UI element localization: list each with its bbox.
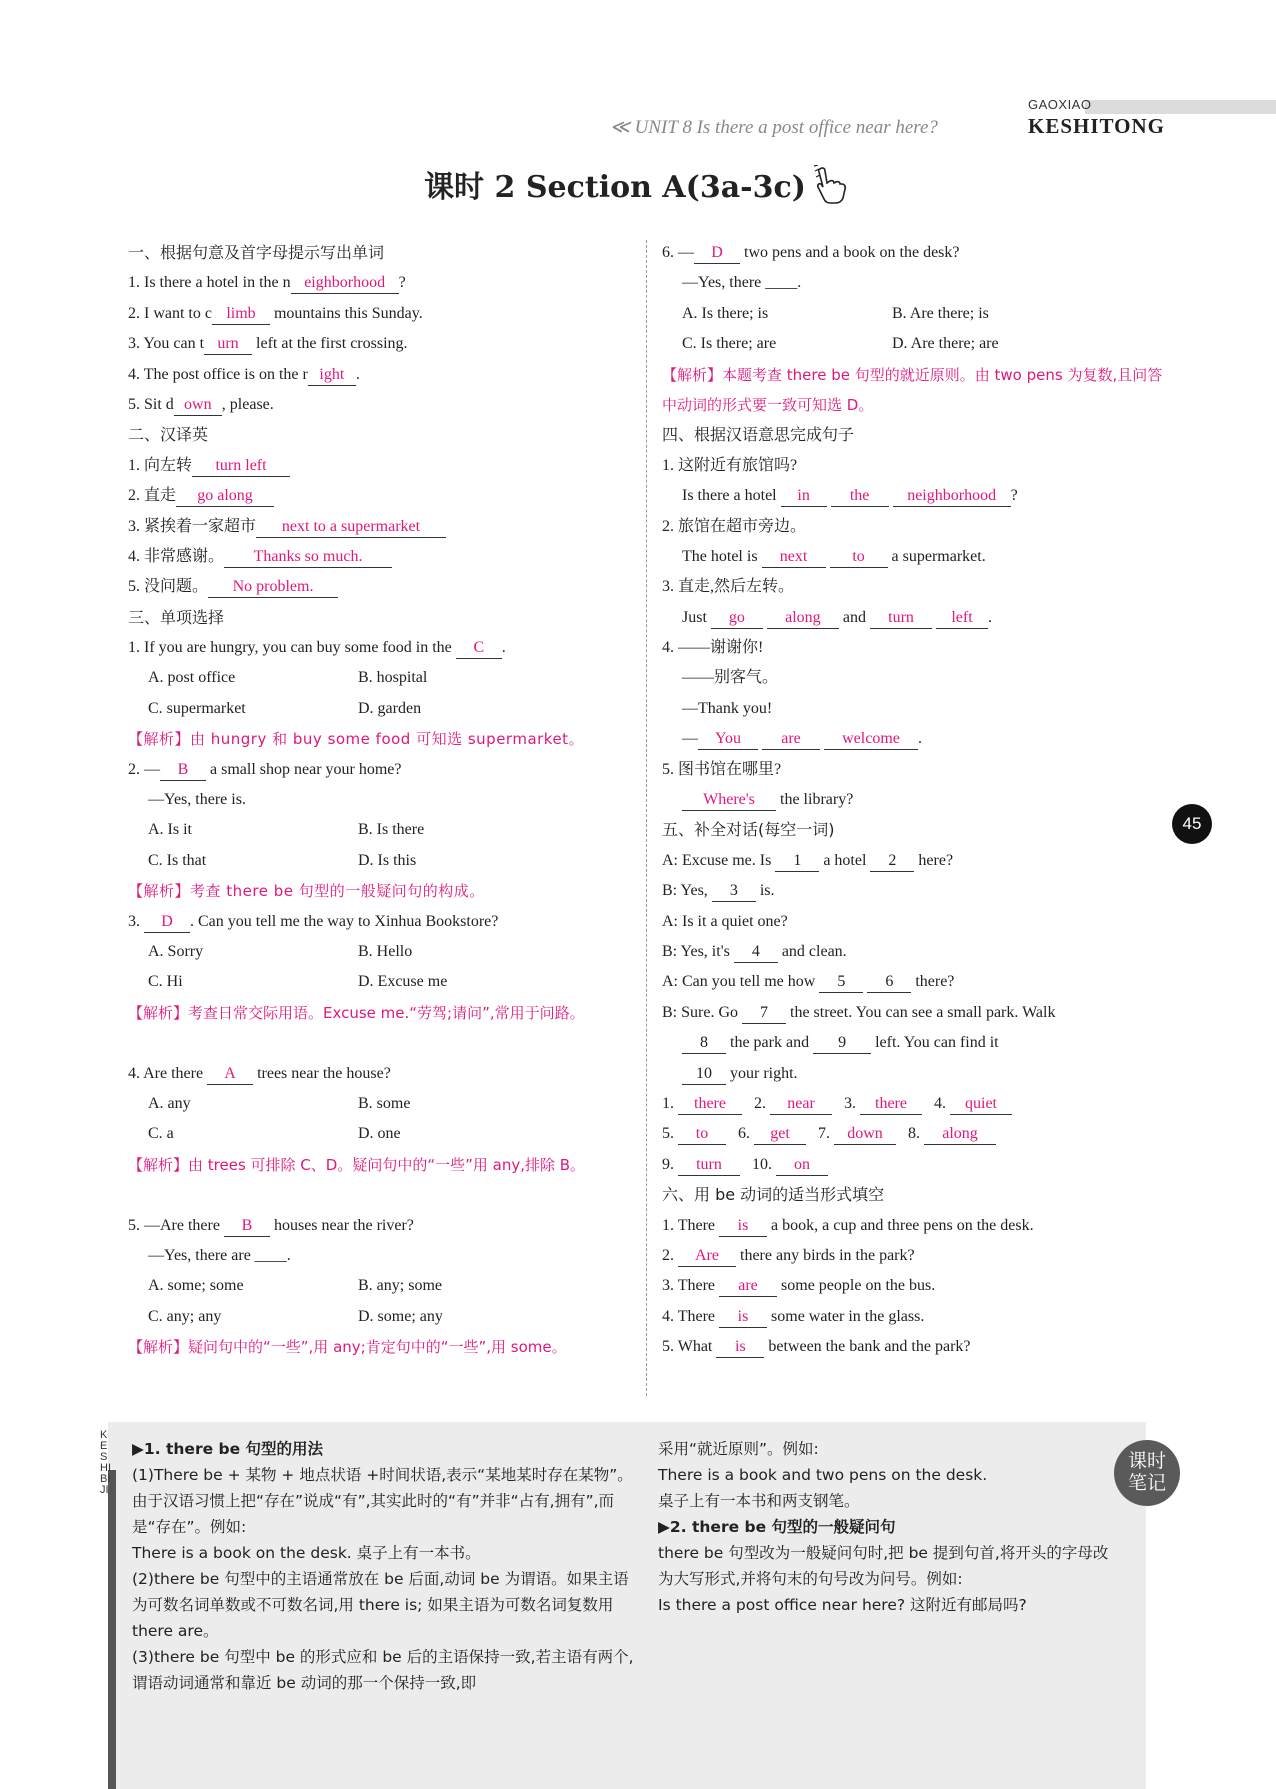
analysis-note: 【解析】疑问句中的“一些”,用 any;肯定句中的“一些”,用 some。 <box>128 1338 567 1357</box>
page-title <box>0 162 1276 213</box>
s4-en: —Thank you! <box>682 699 773 717</box>
options: C. any; any D. some; any <box>148 1307 443 1325</box>
s4-en: The hotel is next to a supermarket. <box>662 542 1172 572</box>
brand-small: GAOXIAO <box>1028 97 1092 112</box>
notes-paragraph: (2)there be 句型中的主语通常放在 be 后面,动词 be 为谓语。如果主语为可数名词单数或不可数名词,用 there is; 如果主语为可数名词复数用 there are。 <box>132 1570 629 1640</box>
s4-cn: ——别客气。 <box>682 669 779 687</box>
options: C. Is there; are D. Are there; are <box>682 335 999 353</box>
question: 6. — D two pens and a book on the desk? <box>662 238 1172 268</box>
options: A. Is it B. Is there <box>148 821 425 839</box>
notes-paragraph: 采用“就近原则”。例如: <box>658 1440 819 1458</box>
notes-heading: ▶2. there be 句型的一般疑问句 <box>658 1518 896 1536</box>
options: C. a D. one <box>148 1125 401 1143</box>
s1-item: 2. I want to c limb mountains this Sunday. <box>128 299 638 329</box>
section-5-title: 五、补全对话(每空一词) <box>662 820 835 840</box>
options: A. Is there; is B. Are there; is <box>682 304 989 322</box>
question-reply: —Yes, there are ____. <box>148 1246 291 1264</box>
analysis-note: 【解析】由 hungry 和 buy some food 可知选 supermarket。 <box>128 730 585 749</box>
s1-item: 4. The post office is on the r ight . <box>128 360 638 390</box>
title-text: 课时 2 Section A(3a-3c) <box>424 170 806 205</box>
s6-item: 3. There are some people on the bus. <box>662 1271 1172 1301</box>
badge-line: 课时 <box>1127 1450 1166 1472</box>
question: 1. If you are hungry, you can buy some food in the C . <box>128 633 638 663</box>
question: 2. — B a small shop near your home? <box>128 755 638 785</box>
notes-side-bar <box>108 1470 116 1789</box>
section-2-title: 二、汉译英 <box>128 425 209 445</box>
options: A. some; some B. any; some <box>148 1277 442 1295</box>
notes-right <box>658 1436 1118 1618</box>
s4-cn: 4. ——谢谢你! <box>662 639 764 657</box>
s4-en: — You are welcome . <box>662 724 1172 754</box>
s6-item: 1. There is a book, a cup and three pens on the desk. <box>662 1211 1172 1241</box>
s4-cn: 5. 图书馆在哪里? <box>662 760 782 778</box>
s2-item: 5. 没问题。 No problem. <box>128 572 638 602</box>
s4-cn: 3. 直走,然后左转。 <box>662 578 795 596</box>
dialog-line: A: Is it a quiet one? <box>662 912 788 930</box>
analysis-note: 【解析】考查日常交际用语。Excuse me.“劳驾;请问”,常用于问路。 <box>128 1003 585 1022</box>
section-4-title: 四、根据汉语意思完成句子 <box>662 425 855 445</box>
s4-en: Is there a hotel in the neighborhood ? <box>662 481 1172 511</box>
s1-item: 1. Is there a hotel in the n eighborhood ? <box>128 268 638 298</box>
notes-example: There is a book on the desk. 桌子上有一本书。 <box>132 1544 481 1562</box>
notes-paragraph: (1)There be + 某物 + 地点状语 +时间状语,表示“某地某时存在某物”。由于汉语习惯上把“存在”说成“有”,其实此时的“有”并非“占有,拥有”,而是“存在”。例如: <box>132 1466 633 1536</box>
s4-cn: 1. 这附近有旅馆吗? <box>662 456 798 474</box>
s4-en: Where's the library? <box>662 785 1172 815</box>
header-bar <box>1085 100 1276 114</box>
s6-item: 4. There is some water in the glass. <box>662 1302 1172 1332</box>
analysis-note: 【解析】由 trees 可排除 C、D。疑问句中的“一些”用 any,排除 B。 <box>128 1155 586 1174</box>
section-1-title: 一、根据句意及首字母提示写出单词 <box>128 243 385 262</box>
section-3-title: 三、单项选择 <box>128 607 225 627</box>
s2-item: 3. 紧挨着一家超市 next to a supermarket <box>128 512 638 542</box>
unit-line: ≪ UNIT 8 Is there a post office near here? <box>610 117 938 138</box>
analysis-note: 【解析】考查 there be 句型的一般疑问句的构成。 <box>128 882 485 901</box>
s1-item: 5. Sit d own , please. <box>128 390 638 420</box>
notes-heading: ▶1. there be 句型的用法 <box>132 1440 324 1458</box>
options: A. post office B. hospital <box>148 669 428 687</box>
s1-item: 3. You can t urn left at the first crossing. <box>128 329 638 359</box>
analysis-note: 【解析】本题考查 there be 句型的就近原则。由 two pens 为复数,且问答中动词的形式要一致可知选 D。 <box>662 365 1163 414</box>
question-reply: —Yes, there ____. <box>682 274 802 292</box>
right-column <box>662 238 1172 1362</box>
question-reply: —Yes, there is. <box>148 791 246 809</box>
dialog-answers-row: 5. to 6. get 7. down 8. along <box>662 1119 1172 1149</box>
question: 5. —Are there B houses near the river? <box>128 1211 638 1241</box>
s4-cn: 2. 旅馆在超市旁边。 <box>662 517 807 535</box>
dialog-line: B: Sure. Go 7 the street. You can see a small park. Walk <box>662 998 1172 1028</box>
dialog-answers-row: 1. there 2. near 3. there 4. quiet <box>662 1089 1172 1119</box>
column-divider <box>646 240 647 1396</box>
notes-side-label: KESHIBIJI <box>100 1429 111 1496</box>
dialog-line: 8 the park and 9 left. You can find it <box>662 1028 1172 1058</box>
dialog-line: A: Excuse me. Is 1 a hotel 2 here? <box>662 846 1172 876</box>
left-column <box>128 238 638 1393</box>
question: 4. Are there A trees near the house? <box>128 1059 638 1089</box>
notes-paragraph: (3)there be 句型中 be 的形式应和 be 后的主语保持一致,若主语有两个,谓语动词通常和靠近 be 动词的那一个保持一致,即 <box>132 1648 634 1692</box>
s2-item: 1. 向左转 turn left <box>128 451 638 481</box>
notes-example: There is a book and two pens on the desk. <box>658 1466 988 1484</box>
pointing-hand-icon <box>814 165 852 213</box>
section-6-title: 六、用 be 动词的适当形式填空 <box>662 1185 885 1205</box>
dialog-answers-row: 9. turn 10. on <box>662 1150 1172 1180</box>
page-number: 45 <box>1172 804 1212 844</box>
question: 3. D . Can you tell me the way to Xinhua Bookstore? <box>128 907 638 937</box>
s2-item: 2. 直走 go along <box>128 481 638 511</box>
dialog-line: B: Yes, it's 4 and clean. <box>662 937 1172 967</box>
dialog-line: A: Can you tell me how 5 6 there? <box>662 967 1172 997</box>
options: A. Sorry B. Hello <box>148 942 413 960</box>
notes-paragraph: there be 句型改为一般疑问句时,把 be 提到句首,将开头的字母改为大写形式,并将句末的句号改为问号。例如: <box>658 1544 1109 1588</box>
badge-line: 笔记 <box>1127 1472 1166 1494</box>
options: C. Hi D. Excuse me <box>148 973 448 991</box>
options: C. supermarket D. garden <box>148 699 422 717</box>
s6-item: 2. Are there any birds in the park? <box>662 1241 1172 1271</box>
dialog-line: B: Yes, 3 is. <box>662 876 1172 906</box>
s6-item: 5. What is between the bank and the park? <box>662 1332 1172 1362</box>
notes-left <box>132 1436 638 1696</box>
brand-title: KESHITONG <box>1028 114 1165 138</box>
options: A. any B. some <box>148 1094 411 1112</box>
notes-example: Is there a post office near here? 这附近有邮局吗? <box>658 1596 1027 1614</box>
s2-item: 4. 非常感谢。 Thanks so much. <box>128 542 638 572</box>
notes-example: 桌子上有一本书和两支钢笔。 <box>658 1492 860 1510</box>
s4-en: Just go along and turn left . <box>662 603 1172 633</box>
dialog-line: 10 your right. <box>662 1059 1172 1089</box>
notes-badge <box>1114 1440 1180 1506</box>
options: C. Is that D. Is this <box>148 851 417 869</box>
